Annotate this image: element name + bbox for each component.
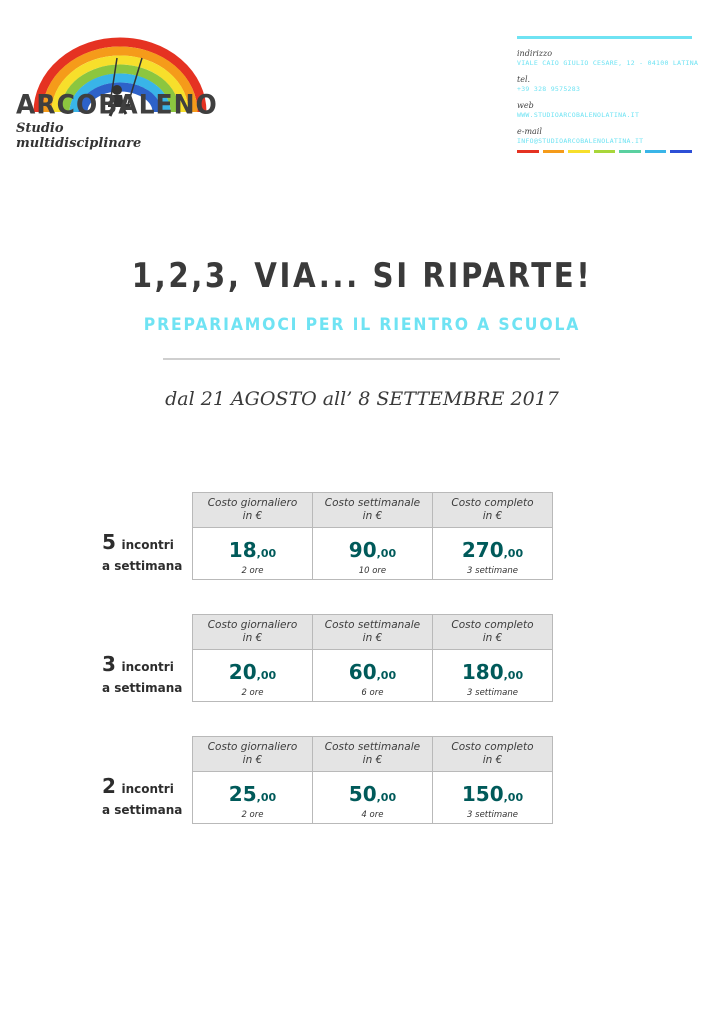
address-value: VIALE CAIO GIULIO CESARE, 12 - 04100 LATINA — [517, 59, 699, 67]
color-bar-segment — [645, 150, 667, 153]
price-full: 150,00 3 settimane — [432, 772, 552, 824]
price-table — [192, 736, 553, 824]
color-bar-segment — [543, 150, 565, 153]
header-weekly: Costo settimanale in € — [312, 493, 432, 528]
price-daily: 18,00 2 ore — [193, 528, 313, 580]
frequency-per: a settimana — [102, 681, 183, 695]
frequency-label — [102, 532, 192, 576]
color-bar-segment — [619, 150, 641, 153]
header-full: Costo completo in € — [432, 737, 552, 772]
frequency-label — [102, 654, 192, 698]
address-label: indirizzo — [517, 49, 553, 58]
price-weekly: 60,00 6 ore — [312, 650, 432, 702]
header-weekly: Costo settimanale in € — [312, 615, 432, 650]
contact-block — [517, 36, 699, 153]
header-weekly: Costo settimanale in € — [312, 737, 432, 772]
frequency-label — [102, 776, 192, 820]
plan-block-2 — [100, 736, 560, 826]
price-table — [192, 614, 553, 702]
price-daily: 25,00 2 ore — [193, 772, 313, 824]
price-weekly: 90,00 10 ore — [312, 528, 432, 580]
plan-block-5 — [100, 492, 560, 582]
color-bar-segment — [594, 150, 616, 153]
price-table-row — [193, 772, 553, 824]
date-range: dal 21 AGOSTO all’ 8 SETTEMBRE 2017 — [165, 388, 559, 410]
email-link[interactable]: INFO@STUDIOARCOBALENOLATINA.IT — [517, 137, 644, 145]
tel-label: tel. — [517, 75, 531, 84]
header-full: Costo completo in € — [432, 615, 552, 650]
color-bar-segment — [670, 150, 692, 153]
color-bar — [517, 150, 692, 153]
price-daily: 20,00 2 ore — [193, 650, 313, 702]
price-full: 180,00 3 settimane — [432, 650, 552, 702]
color-bar-segment — [517, 150, 539, 153]
frequency-count: 2 — [102, 774, 116, 798]
header-daily: Costo giornaliero in € — [193, 737, 313, 772]
price-table-row — [193, 528, 553, 580]
page-subtitle: PREPARIAMOCI PER IL RIENTRO A SCUOLA — [143, 315, 581, 335]
price-table-header — [193, 737, 553, 772]
page-title: 1,2,3, VIA... SI RIPARTE! — [131, 256, 593, 296]
frequency-per: a settimana — [102, 803, 183, 817]
frequency-per: a settimana — [102, 559, 183, 573]
frequency-word: incontri — [121, 660, 174, 674]
price-table-header — [193, 615, 553, 650]
frequency-word: incontri — [121, 538, 174, 552]
email-label: e-mail — [517, 127, 542, 136]
brand-subtitle: Studio multidisciplinare — [16, 121, 142, 151]
tel-value[interactable]: +39 328 9575283 — [517, 85, 581, 93]
contact-top-rule — [517, 36, 692, 39]
frequency-word: incontri — [121, 782, 174, 796]
web-link[interactable]: WWW.STUDIOARCOBALENOLATINA.IT — [517, 111, 640, 119]
plan-block-3 — [100, 614, 560, 704]
price-table-header — [193, 493, 553, 528]
divider — [163, 358, 560, 360]
web-label: web — [517, 101, 534, 110]
color-bar-segment — [568, 150, 590, 153]
frequency-count: 5 — [102, 530, 116, 554]
price-weekly: 50,00 4 ore — [312, 772, 432, 824]
price-table-row — [193, 650, 553, 702]
frequency-count: 3 — [102, 652, 116, 676]
header-daily: Costo giornaliero in € — [193, 493, 313, 528]
brand-name: ARCOBALENO — [16, 89, 218, 120]
header-full: Costo completo in € — [432, 493, 552, 528]
price-table — [192, 492, 553, 580]
header-daily: Costo giornaliero in € — [193, 615, 313, 650]
price-full: 270,00 3 settimane — [432, 528, 552, 580]
